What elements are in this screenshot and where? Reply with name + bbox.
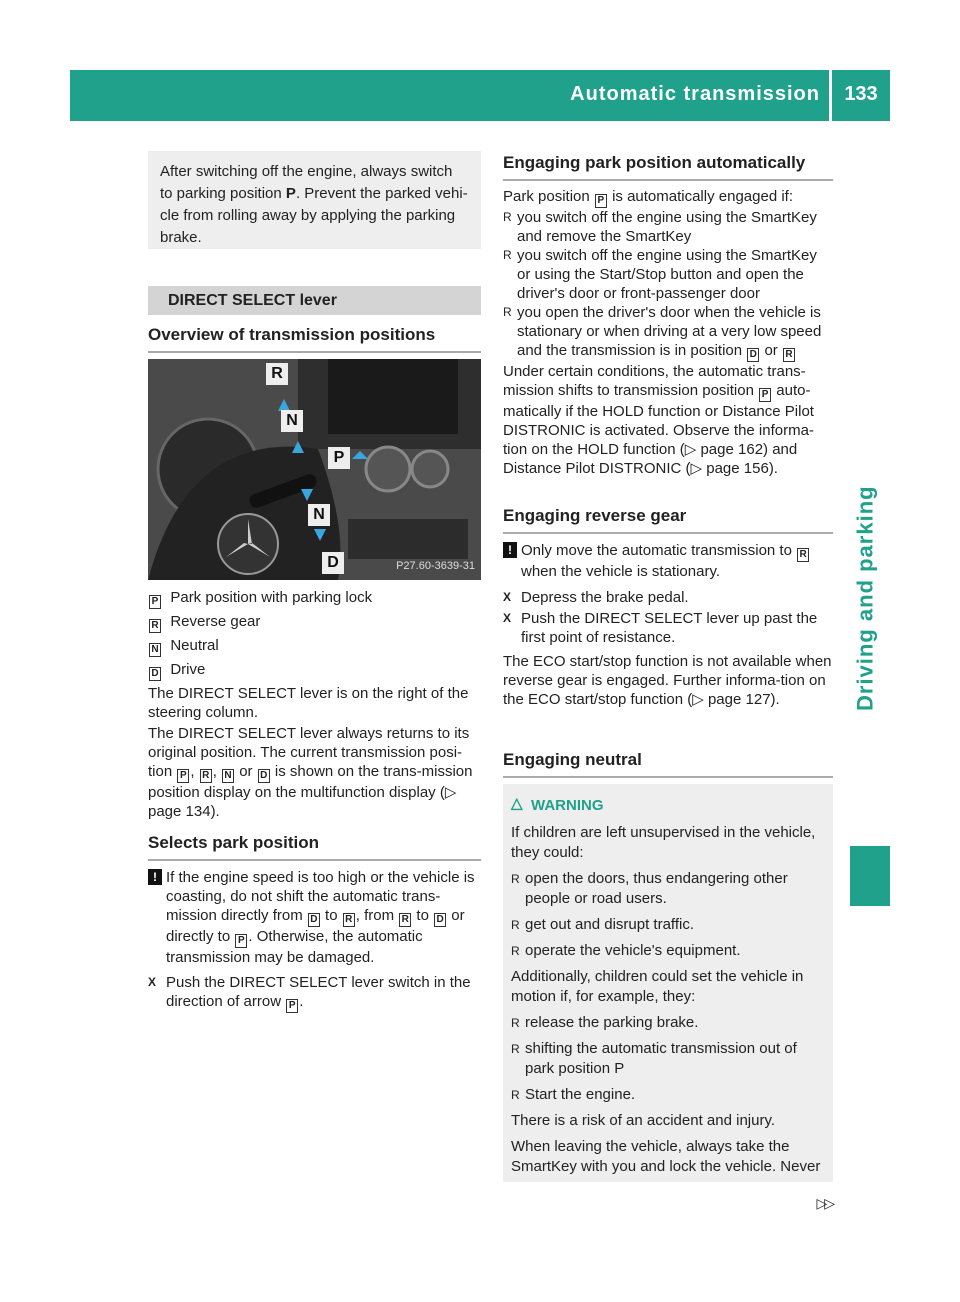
side-block [850,846,890,906]
label-n2: N [308,504,330,526]
step-item: X Push the DIRECT SELECT lever up past the first point of resistance. [503,609,833,647]
legend-item: D Drive [148,660,481,681]
paragraph: The DIRECT SELECT lever is on the right of the steering column. [148,685,469,721]
heading-selects-park: Selects park position [148,833,481,861]
legend-item: P Park position with parking lock [148,588,481,609]
reverse-content: ! Only move the automatic transmission to R when the vehicle is stationary. X Depress the brake pedal. X Push the DIRECT SELECT lever up past the first point of resistance. The ECO start/stop function is not available when reverse gear is engaged. Further informa-tion on the ECO start/stop function (▷ page 127). [503,541,833,709]
label-n: N [281,410,303,432]
page-number: 133 [844,83,878,105]
list-item: R release the parking brake. [511,1013,825,1033]
warning-box: △ WARNING If children are left unsupervised in the vehicle, they could: R open the doors, thus endangering other people or road users. R get out and disrupt traffic. R operate the vehicle's equipment. Additionally, children could set the vehicle in motion if, for example, they: R release the parking brake. R shifting the automatic transmission out of park position P R Start the engine. There is a risk of an accident and injury. When leaving the vehicle, always take the SmartKey with you and lock the vehicle. Never [503,784,833,1182]
list-item: R you open the driver's door when the vehicle is stationary or when driving at a very low speed and the transmission is in position D or R [503,303,833,362]
label-r: R [266,363,288,385]
legend-item: N Neutral [148,636,481,657]
list-item: R get out and disrupt traffic. [511,915,825,935]
heading-reverse: Engaging reverse gear [503,506,833,534]
warning-title: △ WARNING [511,796,825,815]
legend [148,588,481,821]
list-item: R Start the engine. [511,1085,825,1105]
page-header [70,70,890,121]
label-p: P [328,447,350,469]
section-title: DIRECT SELECT lever [148,286,481,315]
side-tab [840,121,890,851]
heading-neutral: Engaging neutral [503,750,833,778]
heading-park-auto: Engaging park position automatically [503,153,833,181]
label-d: D [322,552,344,574]
list-item: R you switch off the engine using the SmartKey and remove the SmartKey [503,208,833,246]
note-box [148,151,481,249]
paragraph: The DIRECT SELECT lever always returns to its original position. The current transmission posi-tion P , R , N or D is shown on the trans-mission position display on the multifunction display (▷ page 134). [148,725,473,820]
list-item: R you switch off the engine using the SmartKey or using the Start/Stop button and open the driver's door or front-passenger door [503,246,833,303]
warning-note: ! If the engine speed is too high or the vehicle is coasting, do not shift the automatic trans-mission directly from D to R , from R to D or directly to P . Otherwise, the automatic transmission may be damaged. X Push the DIRECT SELECT lever switch in the direction of arrow P . [148,868,481,1013]
step-item: X Push the DIRECT SELECT lever switch in the direction of arrow P . [148,973,481,1013]
list-item: R operate the vehicle's equipment. [511,941,825,961]
list-item: R open the doors, thus endangering other people or road users. [511,869,825,909]
steering-wheel-image [148,359,481,580]
continue-arrow-icon: ▷▷ [816,1195,832,1211]
header-title: Automatic transmission [570,83,820,105]
park-auto-content: Park position P is automatically engaged if: R you switch off the engine using the SmartKey and remove the SmartKey R you switch off the engine using the SmartKey or using the Start/Stop button and open the driver's door or front-passenger door R you open the driver's door when the vehicle is stationary or when driving at a very low speed and the transmission is in position D or R Under certain conditions, the automatic trans-mission shifts to transmission position P auto-matically if the HOLD function or Distance Pilot DISTRONIC is activated. Observe the informa-tion on the HOLD function (▷ page 162) and Distance Pilot DISTRONIC (▷ page 156). [503,187,833,478]
list-item: R shifting the automatic transmission out of park position P [511,1039,825,1079]
note-text: After switching off the engine, always switch to parking position P. Prevent the parked vehi- cle from rolling away by applying the parking brake. [160,163,468,246]
legend-item: R Reverse gear [148,612,481,633]
heading-overview: Overview of transmission positions [148,325,481,353]
side-title: Driving and parking [852,485,878,711]
step-item: X Depress the brake pedal. [503,588,833,607]
image-caption: P27.60-3639-31 [396,560,475,572]
